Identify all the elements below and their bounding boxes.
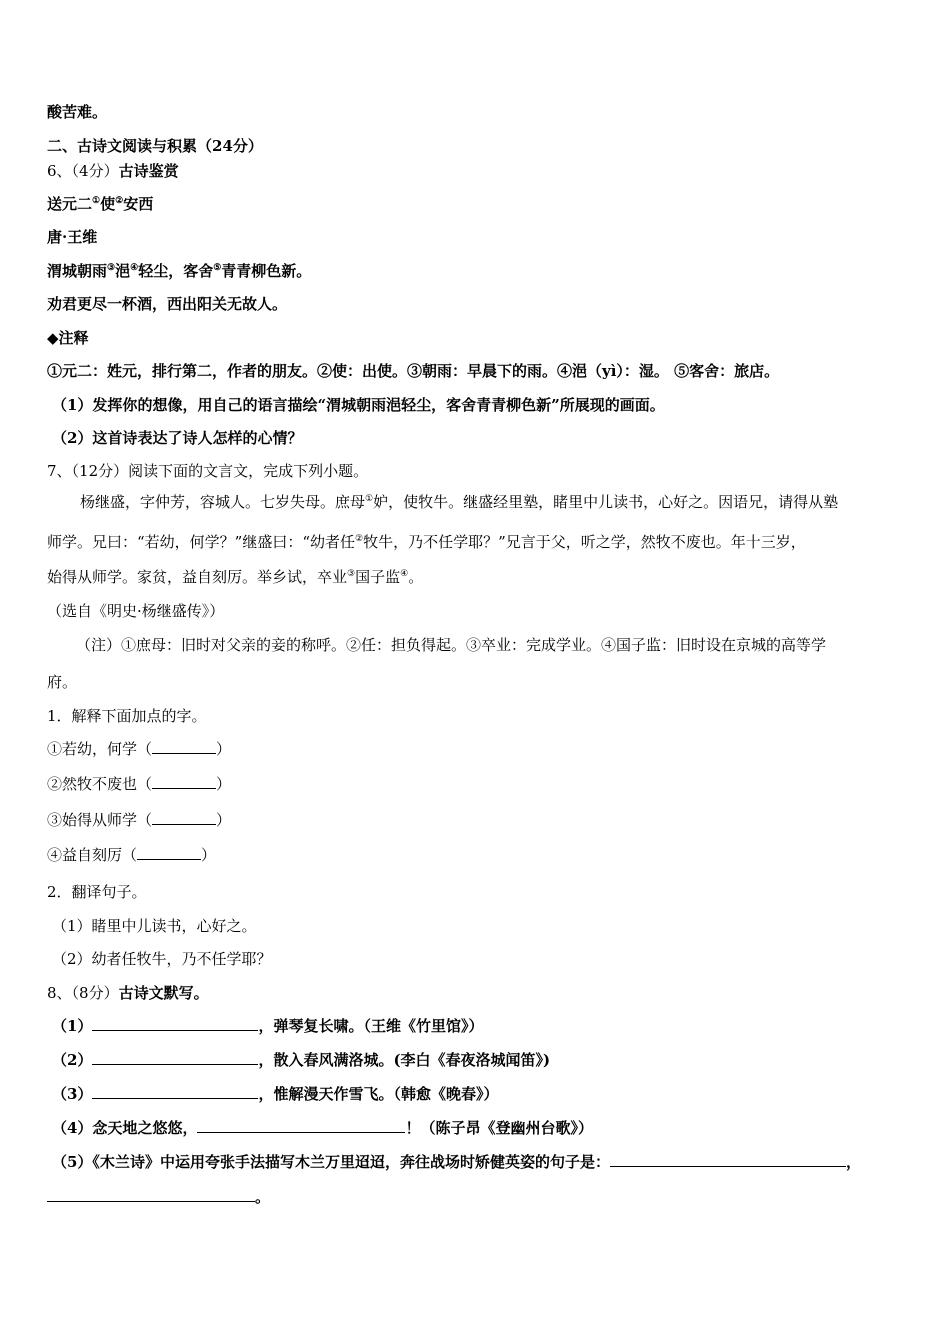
q6-title: 古诗鉴赏: [118, 162, 179, 180]
poem-title-part: 送元二: [47, 195, 93, 213]
recite-label: （4）念天地之悠悠，: [52, 1119, 198, 1137]
punctuation: ，: [845, 1153, 861, 1171]
passage-part: 国子监: [355, 568, 401, 586]
q6-header: [47, 161, 179, 181]
note-marker: ③: [347, 569, 356, 579]
answer-blank[interactable]: [92, 1050, 258, 1065]
bracket: ）: [216, 811, 232, 829]
recite-item-2: [52, 1050, 550, 1070]
recite-tail: ！（陈子昂《登幽州台歌》）: [405, 1119, 593, 1137]
q8-header: [47, 983, 209, 1003]
passage-line-2: [47, 532, 806, 552]
answer-blank[interactable]: [152, 739, 216, 754]
poem-title-part: 安西: [123, 195, 154, 213]
answer-blank[interactable]: [197, 1118, 405, 1133]
continuation-text: 酸苦难。: [47, 103, 108, 121]
note-marker: ①: [365, 494, 374, 504]
explain-item-1: [47, 739, 231, 759]
punctuation: 。: [255, 1188, 271, 1206]
explain-item-text: ①若幼，何学（: [47, 740, 153, 758]
passage-part: 。: [408, 568, 424, 586]
q6-score: （4分）: [71, 162, 119, 180]
explain-item-4: [47, 845, 216, 865]
recite-item-3: [52, 1084, 498, 1104]
answer-blank[interactable]: [610, 1152, 846, 1167]
bracket: ）: [216, 775, 232, 793]
q6-number: 6、: [47, 162, 72, 180]
q6-sub1: （1）发挥你的想像，用自己的语言描绘“渭城朝雨浥轻尘，客舍青青柳色新”所展现的画面。: [52, 396, 665, 414]
note-marker: ④: [400, 569, 409, 579]
note-marker: ①: [92, 196, 101, 206]
task-2-heading: 2．翻译句子。: [47, 883, 147, 901]
poem-title-part: 使: [100, 195, 116, 213]
task-1-heading: 1．解释下面加点的字。: [47, 707, 207, 725]
recite-label: （2）: [52, 1051, 93, 1069]
passage-part: 始得从师学。家贫，益自刻厉。举乡试，卒业: [47, 568, 348, 586]
translate-item-2: （2）幼者任牧牛，乃不任学耶？: [52, 950, 272, 968]
recite-tail: ，惟解漫天作雪飞。（韩愈《晚春》）: [258, 1085, 499, 1103]
answer-blank[interactable]: [152, 810, 216, 825]
recite-item-1: [52, 1016, 483, 1036]
q6-sub2: （2）这首诗表达了诗人怎样的心情？: [52, 429, 303, 447]
recite-tail: ，散入春风满洛城。(李白《春夜洛城闻笛》): [258, 1051, 551, 1069]
answer-blank[interactable]: [152, 774, 216, 789]
passage-line-1: [80, 492, 838, 512]
note-marker: ②: [115, 196, 124, 206]
answer-blank[interactable]: [92, 1084, 258, 1099]
poem-line-part: 青青柳色新。: [221, 262, 312, 280]
note-marker: ②: [355, 534, 364, 544]
annotation-line-1: （注）①庶母：旧时对父亲的妾的称呼。②任：担负得起。③卒业：完成学业。④国子监：旧时设在京城的高等学: [76, 636, 827, 654]
q8-title: 古诗文默写。: [118, 984, 209, 1002]
bracket: ）: [216, 740, 232, 758]
passage-source: （选自《明史·杨继盛传》）: [47, 602, 225, 620]
recite-prompt: （5）《木兰诗》中运用夸张手法描写木兰万里迢迢，奔往战场时矫健英姿的句子是：: [52, 1153, 610, 1171]
bracket: ）: [201, 846, 217, 864]
recite-item-5-cont: [47, 1187, 270, 1207]
poem-line-part: 浥: [115, 262, 131, 280]
q8-score: （8分）: [71, 984, 119, 1002]
recite-item-4: [52, 1118, 593, 1138]
section-heading: 二、古诗文阅读与积累（24分）: [47, 137, 263, 155]
note-marker: ⑤: [213, 263, 222, 273]
annotation-line-2: 府。: [47, 673, 78, 691]
recite-label: （3）: [52, 1085, 93, 1103]
answer-blank[interactable]: [137, 845, 201, 860]
poem-line-1: [47, 261, 311, 281]
passage-part: 师学。兄曰：“若幼，何学？”继盛曰：“幼者任: [47, 533, 356, 551]
poem-line-part: 轻尘，客舍: [138, 262, 214, 280]
explain-item-text: ②然牧不废也（: [47, 775, 153, 793]
explain-item-3: [47, 810, 231, 830]
note-marker: ④: [130, 263, 139, 273]
passage-part: 杨继盛，字仲芳，容城人。七岁失母。庶母: [80, 493, 366, 511]
recite-item-5: [52, 1152, 861, 1172]
poem-line-part: 渭城朝雨: [47, 262, 108, 280]
poem-title: [47, 194, 153, 214]
q8-number: 8、: [47, 984, 72, 1002]
poem-author: 唐·王维: [47, 228, 98, 246]
answer-blank[interactable]: [47, 1187, 255, 1202]
recite-label: （1）: [52, 1017, 93, 1035]
explain-item-text: ③始得从师学（: [47, 811, 153, 829]
translate-item-1: （1）睹里中儿读书，心好之。: [52, 917, 257, 935]
passage-part: 牧牛，乃不任学耶？”兄言于父，听之学，然牧不废也。年十三岁，: [363, 533, 806, 551]
note-marker: ③: [107, 263, 116, 273]
answer-blank[interactable]: [92, 1016, 258, 1031]
notes-text: ①元二：姓元，排行第二，作者的朋友。②使：出使。③朝雨：早晨下的雨。④浥（yì）：湿。 ⑤客舍：旅店。: [47, 362, 780, 380]
recite-tail: ，弹琴复长啸。（王维《竹里馆》）: [258, 1017, 484, 1035]
passage-part: 妒，使牧牛。继盛经里塾，睹里中儿读书，心好之。因语兄，请得从塾: [373, 493, 839, 511]
passage-line-3: [47, 567, 423, 587]
notes-heading: ◆注释: [47, 329, 89, 347]
q7-header: 7、（12分）阅读下面的文言文，完成下列小题。: [47, 462, 369, 480]
explain-item-2: [47, 774, 231, 794]
explain-item-text: ④益自刻厉（: [47, 846, 138, 864]
poem-line-2: 劝君更尽一杯酒，西出阳关无故人。: [47, 295, 288, 313]
